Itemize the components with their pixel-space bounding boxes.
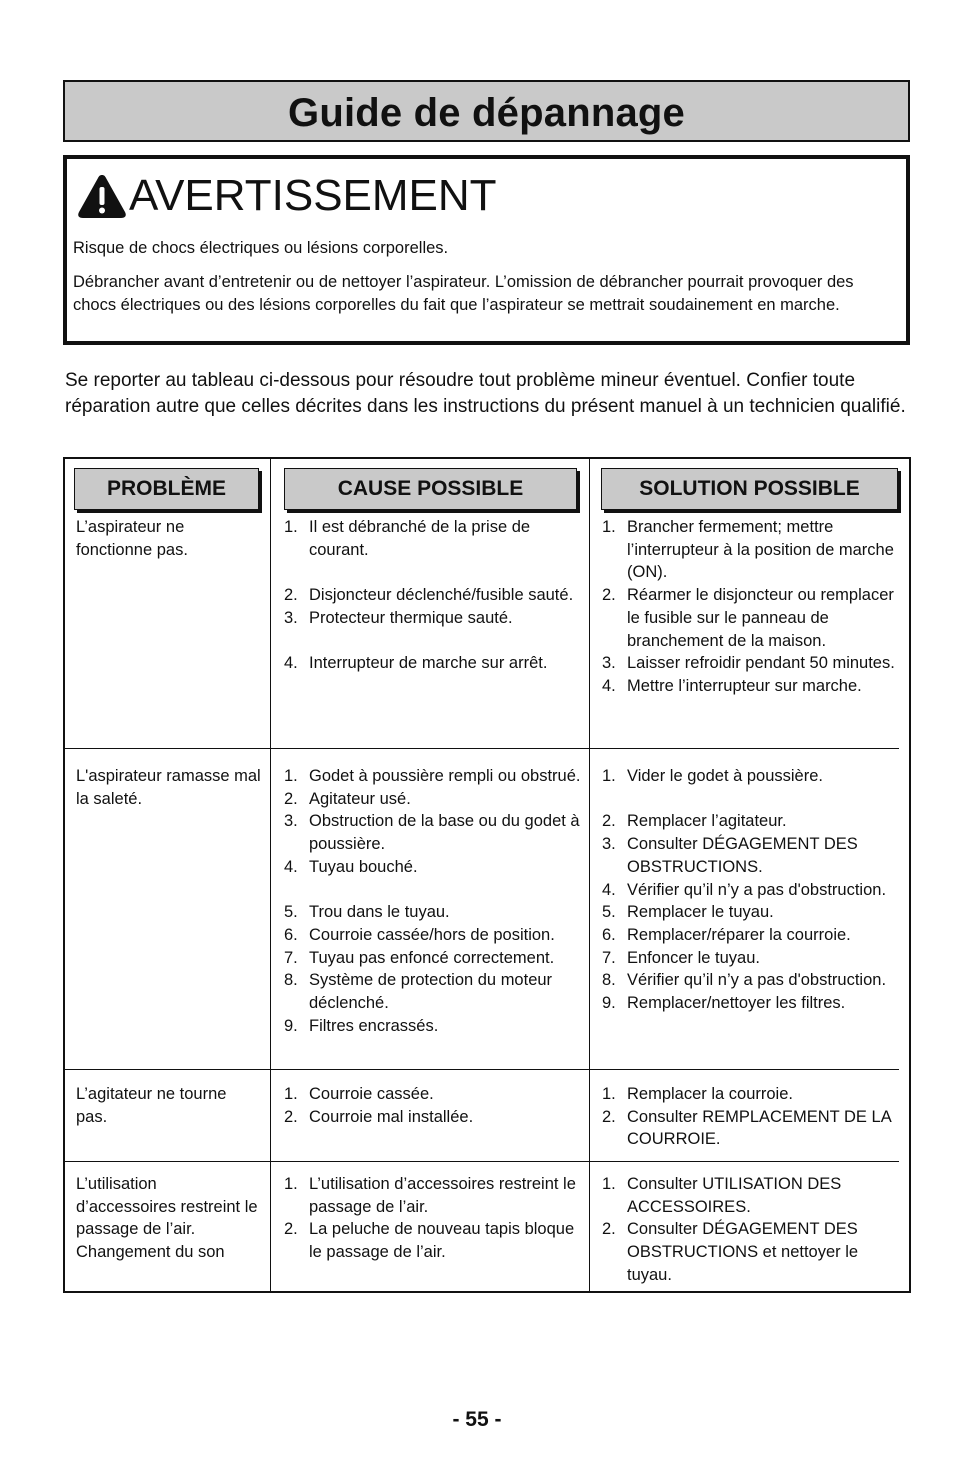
item-number: 4. bbox=[284, 857, 298, 876]
item-text: Mettre l’interrupteur sur marche. bbox=[627, 676, 862, 695]
warning-heading-text: AVERTISSEMENT bbox=[129, 171, 497, 220]
list-item bbox=[284, 901, 584, 924]
header-problem: PROBLÈME bbox=[74, 468, 259, 510]
list-item bbox=[602, 810, 897, 833]
list-item bbox=[284, 788, 584, 811]
item-number: 2. bbox=[284, 586, 298, 605]
intro-paragraph: Se reporter au tableau ci-dessous pour résoudre tout problème mineur éventuel. Confier toute réparation autre que celles décrites dans les instructions du présent manuel à un technicien qualifié. bbox=[65, 370, 906, 417]
column-divider bbox=[270, 459, 271, 1291]
list-item bbox=[602, 924, 897, 947]
item-text: Protecteur thermique sauté. bbox=[309, 608, 513, 627]
title-bar bbox=[63, 80, 910, 142]
column-divider bbox=[589, 459, 590, 1291]
cause-cell bbox=[284, 1173, 584, 1264]
item-text: Courroie mal installée. bbox=[309, 1107, 474, 1126]
troubleshooting-table bbox=[63, 457, 911, 1293]
list-item bbox=[602, 652, 897, 675]
problem-cell bbox=[76, 765, 261, 810]
item-number: 3. bbox=[284, 812, 298, 831]
item-number: 8. bbox=[602, 971, 616, 990]
list-item bbox=[602, 584, 897, 652]
item-text: Consulter REMPLACEMENT DE LA COURROIE. bbox=[627, 1107, 891, 1149]
cause-cell bbox=[284, 1083, 584, 1128]
item-number: 1. bbox=[602, 767, 616, 785]
list-item bbox=[284, 1083, 584, 1106]
item-text: Disjoncteur déclenché/fusible sauté. bbox=[309, 586, 574, 605]
item-text: Consulter UTILISATION DES ACCESSOIRES. bbox=[627, 1175, 842, 1216]
warning-line-2: Débrancher avant d’entretenir ou de nettoyer l’aspirateur. L’omission de débrancher pourrait provoquer des chocs électriques ou des lésions corporelles du fait que l’aspirateur se mettrait soudainement en marche. bbox=[73, 273, 854, 314]
item-text: Vider le godet à poussière. bbox=[627, 767, 823, 785]
problem-text: L’agitateur ne tourne pas. bbox=[76, 1085, 227, 1126]
item-number: 2. bbox=[284, 1220, 298, 1239]
item-text: L’utilisation d’accessoires restreint le passage de l’air. bbox=[309, 1175, 576, 1216]
item-number: 2. bbox=[284, 789, 298, 808]
item-number: 1. bbox=[602, 1175, 616, 1193]
cause-cell bbox=[284, 516, 584, 675]
page-title: Guide de dépannage bbox=[288, 91, 685, 135]
list-item bbox=[284, 1173, 584, 1218]
list-item bbox=[602, 675, 897, 698]
item-number: 3. bbox=[602, 654, 616, 673]
item-text: Système de protection du moteur déclenché. bbox=[309, 971, 553, 1013]
item-text: Remplacer/nettoyer les filtres. bbox=[627, 994, 846, 1013]
list-item bbox=[284, 607, 584, 630]
item-number: 2. bbox=[602, 586, 616, 605]
item-text: Trou dans le tuyau. bbox=[309, 903, 450, 922]
problem-cell bbox=[76, 1083, 261, 1128]
item-text: Il est débranché de la prise de courant. bbox=[309, 518, 531, 559]
item-text: Courroie cassée. bbox=[309, 1085, 434, 1103]
problem-cell bbox=[76, 516, 261, 561]
page-number: - 55 - bbox=[452, 1408, 502, 1431]
list-item bbox=[602, 1083, 897, 1106]
item-number: 7. bbox=[602, 948, 616, 967]
item-number: 1. bbox=[284, 518, 298, 536]
solution-cell bbox=[602, 1083, 897, 1151]
list-item bbox=[284, 1015, 584, 1038]
item-text: Remplacer/réparer la courroie. bbox=[627, 925, 851, 944]
item-number: 7. bbox=[284, 948, 298, 967]
item-text: Remplacer la courroie. bbox=[627, 1085, 793, 1103]
item-number: 2. bbox=[602, 1107, 616, 1126]
header-solution: SOLUTION POSSIBLE bbox=[601, 468, 898, 510]
list-item bbox=[602, 947, 897, 970]
item-number: 4. bbox=[602, 880, 616, 899]
list-item bbox=[284, 1218, 584, 1263]
list-item bbox=[602, 1106, 897, 1151]
item-text: Tuyau bouché. bbox=[309, 857, 418, 876]
list-item bbox=[284, 765, 584, 788]
item-text: Enfoncer le tuyau. bbox=[627, 948, 760, 967]
item-text: Filtres encrassés. bbox=[309, 1016, 439, 1035]
row-divider bbox=[65, 1161, 899, 1162]
item-number: 1. bbox=[602, 518, 616, 536]
item-text: Vérifier qu’il n’y a pas d'obstruction. bbox=[627, 880, 887, 899]
item-number: 9. bbox=[284, 1016, 298, 1035]
item-number: 1. bbox=[284, 1085, 298, 1103]
list-item bbox=[602, 1173, 897, 1218]
list-item bbox=[602, 969, 897, 992]
header-cause: CAUSE POSSIBLE bbox=[284, 468, 577, 510]
problem-text: L’aspirateur ne fonctionne pas. bbox=[76, 518, 188, 559]
item-number: 2. bbox=[602, 1220, 616, 1239]
list-item bbox=[284, 516, 584, 561]
list-item bbox=[602, 765, 897, 788]
item-text: Brancher fermement; mettre l’interrupteur à la position de marche (ON). bbox=[627, 518, 894, 582]
item-number: 3. bbox=[284, 608, 298, 627]
item-text: Remplacer l’agitateur. bbox=[627, 812, 787, 831]
item-number: 1. bbox=[284, 1175, 298, 1193]
solution-cell bbox=[602, 516, 897, 698]
list-item bbox=[602, 833, 897, 878]
item-text: Consulter DÉGAGEMENT DES OBSTRUCTIONS et nettoyer le tuyau. bbox=[627, 1220, 859, 1284]
item-number: 3. bbox=[602, 835, 616, 854]
item-number: 6. bbox=[284, 925, 298, 944]
list-item bbox=[284, 810, 584, 855]
list-item bbox=[284, 969, 584, 1014]
problem-text: L'aspirateur ramasse mal la saleté. bbox=[76, 767, 261, 808]
item-text: Vérifier qu’il n’y a pas d'obstruction. bbox=[627, 971, 887, 990]
item-text: La peluche de nouveau tapis bloque le passage de l’air. bbox=[309, 1220, 575, 1262]
list-item bbox=[602, 992, 897, 1015]
item-number: 9. bbox=[602, 994, 616, 1013]
item-text: Laisser refroidir pendant 50 minutes. bbox=[627, 654, 895, 673]
list-item bbox=[602, 901, 897, 924]
item-text: Remplacer le tuyau. bbox=[627, 903, 774, 922]
item-text: Réarmer le disjoncteur ou remplacer le fusible sur le panneau de branchement de la maison. bbox=[627, 586, 894, 650]
list-item bbox=[284, 947, 584, 970]
list-item bbox=[602, 879, 897, 902]
solution-cell bbox=[602, 765, 897, 1015]
list-item bbox=[284, 856, 584, 879]
item-number: 2. bbox=[284, 1107, 298, 1126]
problem-cell bbox=[76, 1173, 261, 1264]
problem-text: L’utilisation d’accessoires restreint le passage de l’air. Changement du son bbox=[76, 1175, 258, 1262]
item-number: 2. bbox=[602, 812, 616, 831]
item-number: 4. bbox=[284, 654, 298, 673]
list-item bbox=[284, 652, 584, 675]
item-text: Tuyau pas enfoncé correctement. bbox=[309, 948, 555, 967]
item-text: Interrupteur de marche sur arrêt. bbox=[309, 654, 548, 673]
item-number: 8. bbox=[284, 971, 298, 990]
list-item bbox=[284, 1106, 584, 1129]
item-text: Agitateur usé. bbox=[309, 789, 411, 808]
item-text: Courroie cassée/hors de position. bbox=[309, 925, 555, 944]
item-text: Obstruction de la base ou du godet à poussière. bbox=[309, 812, 580, 854]
item-number: 1. bbox=[284, 767, 298, 785]
item-number: 6. bbox=[602, 925, 616, 944]
cause-cell bbox=[284, 765, 584, 1037]
list-item bbox=[602, 516, 897, 584]
item-number: 5. bbox=[602, 903, 616, 922]
warning-heading bbox=[77, 171, 497, 221]
warning-box bbox=[63, 155, 910, 345]
list-item bbox=[602, 1218, 897, 1286]
row-divider bbox=[65, 748, 899, 749]
solution-cell bbox=[602, 1173, 897, 1287]
item-text: Consulter DÉGAGEMENT DES OBSTRUCTIONS. bbox=[627, 835, 858, 876]
item-number: 5. bbox=[284, 903, 298, 922]
list-item bbox=[284, 584, 584, 607]
row-divider bbox=[65, 1069, 899, 1070]
warning-triangle-icon bbox=[77, 173, 127, 219]
warning-line-1: Risque de chocs électriques ou lésions corporelles. bbox=[73, 239, 449, 257]
item-number: 4. bbox=[602, 676, 616, 695]
item-number: 1. bbox=[602, 1085, 616, 1103]
item-text: Godet à poussière rempli ou obstrué. bbox=[309, 767, 581, 785]
list-item bbox=[284, 924, 584, 947]
